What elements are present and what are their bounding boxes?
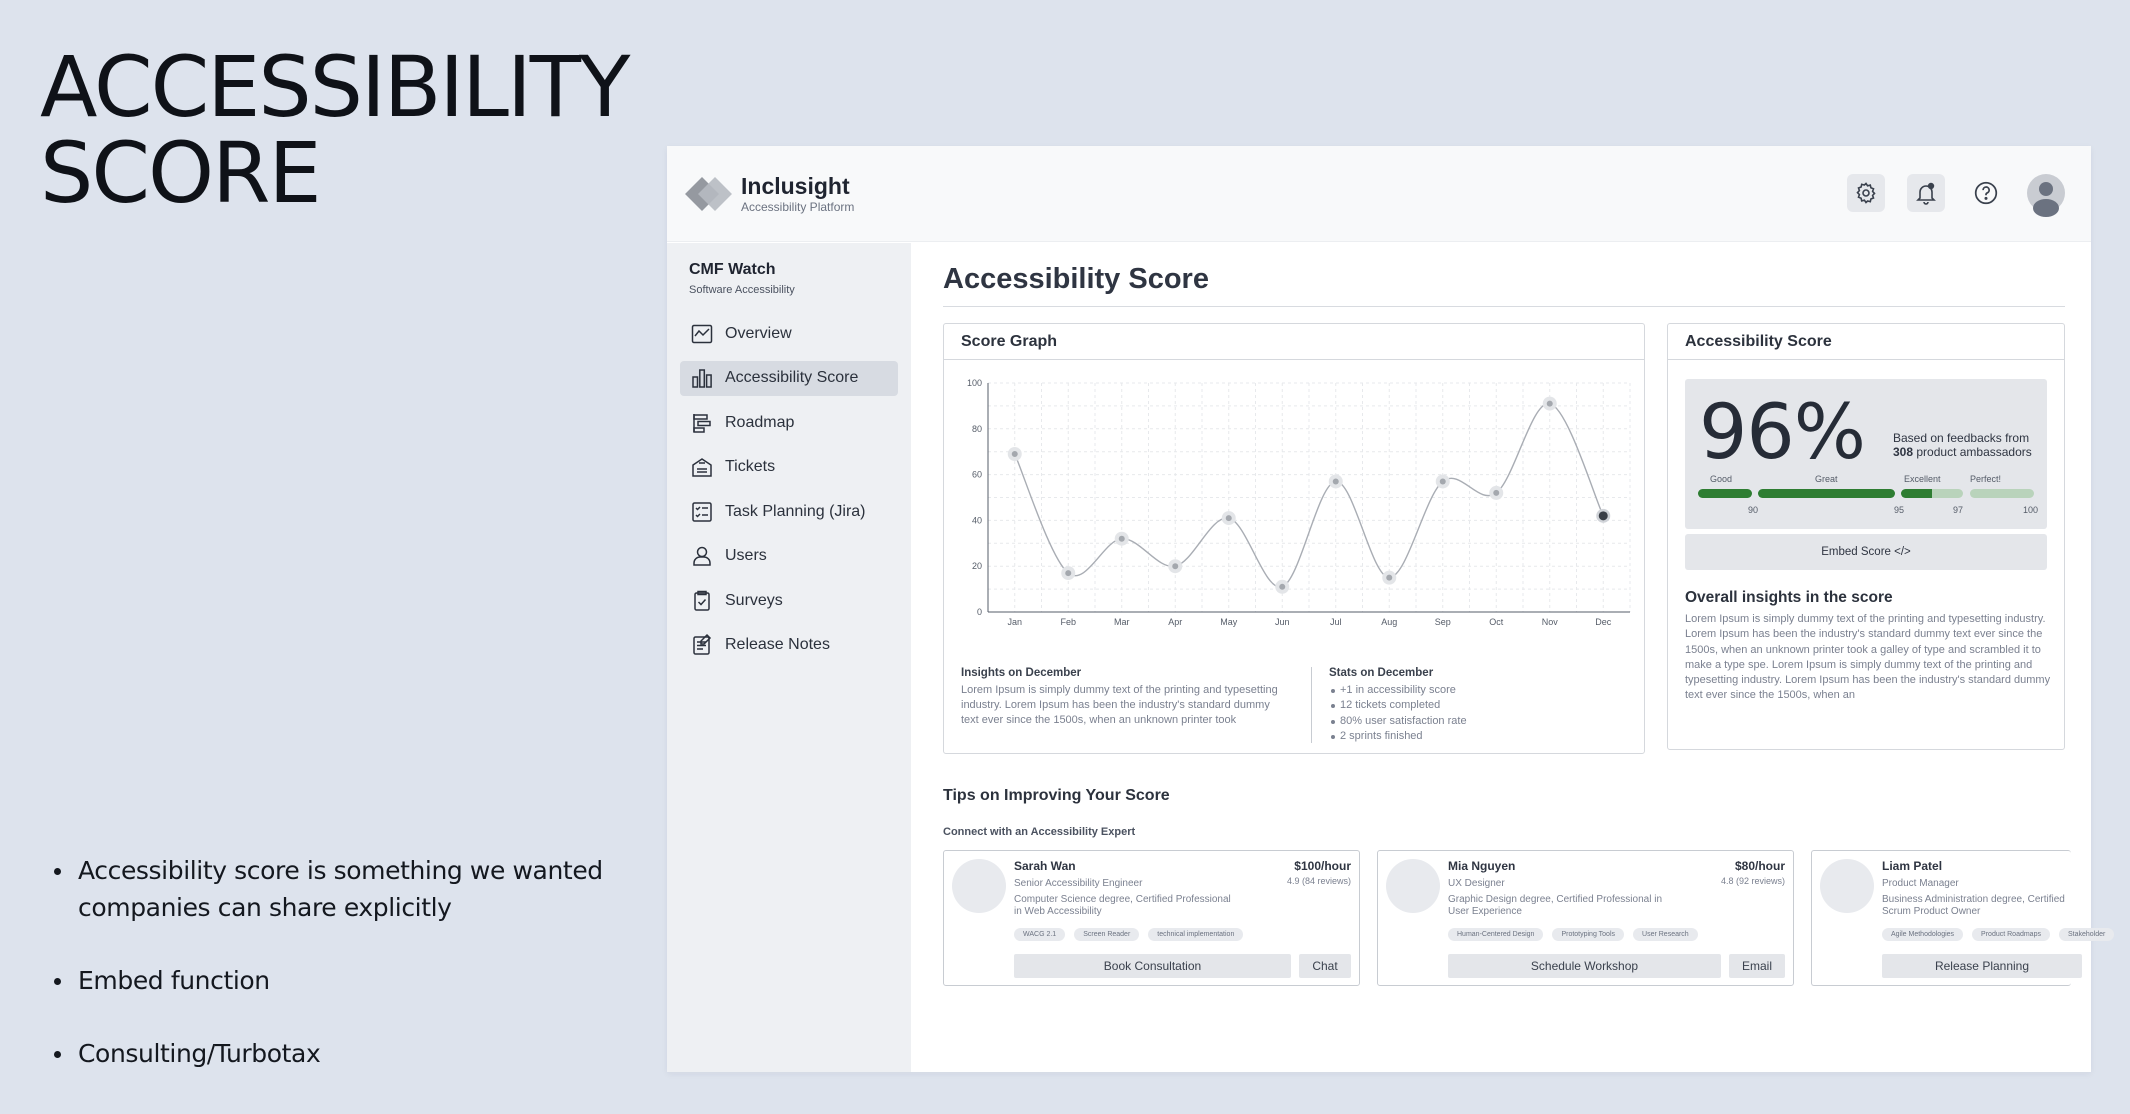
- avatar: [1820, 859, 1874, 913]
- expert-role: Product Manager: [1882, 878, 1959, 889]
- data-point: [1012, 451, 1018, 457]
- data-point: [1172, 563, 1178, 569]
- expert-tags: [1448, 928, 1707, 941]
- data-point: [1119, 536, 1125, 542]
- book-consultation-button[interactable]: Book Consultation: [1014, 954, 1291, 978]
- expert-description: Graphic Design degree, Certified Professional in User Experience: [1448, 894, 1662, 917]
- help-icon: [1973, 180, 1999, 206]
- sidebar-nav: [667, 316, 911, 663]
- expert-tags: [1014, 928, 1252, 941]
- sidebar-item-task-planning[interactable]: [680, 494, 898, 529]
- page-title: Accessibility Score: [943, 263, 2065, 307]
- stats-list: [1329, 683, 1631, 744]
- slide-title-line-2: SCORE: [40, 124, 320, 222]
- sidebar-item-label: Task Planning (Jira): [725, 502, 866, 520]
- expert-name: Mia Nguyen: [1448, 859, 1516, 873]
- expert-tag: Prototyping Tools: [1552, 928, 1624, 941]
- brand-subtitle: Accessibility Platform: [741, 200, 855, 214]
- score-graph-title: Score Graph: [944, 324, 1644, 360]
- sidebar-item-label: Users: [725, 547, 767, 564]
- y-tick-label: 40: [971, 515, 982, 526]
- expert-description: Business Administration degree, Certified Scrum Product Owner: [1882, 894, 2065, 917]
- expert-rating: 4.8 (92 reviews): [1720, 876, 1785, 886]
- x-tick-label: Feb: [1060, 617, 1077, 627]
- sidebar-item-label: Tickets: [725, 458, 776, 475]
- brand-name: Inclusight: [741, 173, 850, 199]
- survey-icon: [690, 589, 714, 613]
- score-card-title: Accessibility Score: [1668, 324, 2064, 360]
- expert-tag: Stakeholder: [2059, 928, 2114, 941]
- score-tick: 90: [1748, 505, 1759, 515]
- chart-line-icon: [690, 322, 714, 346]
- stat-item: 12 tickets completed: [1329, 698, 1631, 713]
- sidebar-item-roadmap[interactable]: [680, 405, 898, 440]
- sidebar-item-release-notes[interactable]: [680, 628, 898, 663]
- expert-role: UX Designer: [1448, 878, 1505, 889]
- score-line-chart: [944, 360, 1646, 660]
- data-point: [1547, 401, 1553, 407]
- release-notes-icon: [690, 633, 714, 657]
- expert-name: Sarah Wan: [1014, 859, 1076, 873]
- expert-card: [943, 850, 1360, 986]
- x-tick-label: Mar: [1114, 617, 1130, 627]
- score-bar-perfect: [1970, 489, 2034, 498]
- sidebar-item-accessibility-score[interactable]: [680, 361, 898, 396]
- expert-tag: Agile Methodologies: [1882, 928, 1963, 941]
- sidebar-item-label: Roadmap: [725, 413, 795, 431]
- expert-tag: technical implementation: [1148, 928, 1243, 941]
- tier-label-excellent: Excellent: [1904, 474, 1941, 484]
- logo-mark-icon: [689, 174, 731, 214]
- data-point: [1493, 490, 1499, 496]
- project-subtitle: Software Accessibility: [689, 284, 795, 296]
- sidebar-item-label: Accessibility Score: [725, 369, 859, 386]
- x-tick-label: Oct: [1489, 617, 1504, 627]
- score-bar-excellent: [1901, 489, 1963, 498]
- expert-tag: Human-Centered Design: [1448, 928, 1543, 941]
- header-actions: [1825, 174, 2065, 212]
- bullet-item: Consulting/Turbotax: [50, 1035, 640, 1072]
- expert-description: Computer Science degree, Certified Professional in Web Accessibility: [1014, 894, 1231, 917]
- score-tick: 95: [1894, 505, 1905, 515]
- y-tick-label: 100: [966, 378, 982, 388]
- schedule-workshop-button[interactable]: Schedule Workshop: [1448, 954, 1721, 978]
- accessibility-score-card: [1667, 323, 2065, 750]
- score-bar-great: [1758, 489, 1895, 498]
- data-point: [1440, 478, 1446, 484]
- chat-button[interactable]: Chat: [1299, 954, 1351, 978]
- bullet-item: Accessibility score is something we wanted companies can share explicitly: [50, 852, 640, 926]
- score-panel: [1685, 379, 2047, 529]
- stat-item: 2 sprints finished: [1329, 729, 1631, 744]
- y-tick-label: 20: [971, 561, 982, 572]
- score-note-prefix: Based on feedbacks from: [1893, 431, 2030, 445]
- embed-score-button[interactable]: Embed Score </>: [1685, 534, 2047, 570]
- data-point: [1279, 584, 1285, 590]
- bell-icon: [1914, 181, 1938, 205]
- expert-price: $100/hour: [1294, 859, 1351, 873]
- avatar: [1386, 859, 1440, 913]
- x-tick-label: Jun: [1274, 617, 1290, 627]
- stats-block: [1311, 667, 1631, 743]
- expert-role: Senior Accessibility Engineer: [1014, 878, 1143, 889]
- stat-item: 80% user satisfaction rate: [1329, 714, 1631, 729]
- sidebar: [667, 243, 911, 1072]
- tips-subtitle: Connect with an Accessibility Expert: [943, 826, 1136, 838]
- x-tick-label: Sep: [1434, 617, 1451, 627]
- bar-chart-icon: [690, 366, 714, 390]
- stats-title: Stats on December: [1329, 667, 1434, 679]
- gear-icon: [1854, 181, 1878, 205]
- expert-tag: Product Roadmaps: [1972, 928, 2050, 941]
- user-avatar-icon: [2027, 174, 2065, 212]
- x-tick-label: Apr: [1168, 617, 1183, 627]
- sidebar-item-label: Surveys: [725, 591, 783, 609]
- x-tick-label: Jul: [1329, 617, 1342, 627]
- y-tick-label: 0: [976, 607, 982, 617]
- checklist-icon: [690, 500, 714, 524]
- insights-text: Lorem Ipsum is simply dummy text of the printing and typesetting industry. Lorem Ipsum has been the industry's standard dummy text ever since the 1500s, when an unknown printer took: [961, 684, 1278, 726]
- slide-bullets: [50, 852, 640, 1108]
- logo[interactable]: [689, 174, 854, 214]
- score-value: 96%: [1699, 387, 1865, 476]
- ticket-icon: [690, 455, 714, 479]
- expert-price: $80/hour: [1734, 859, 1785, 873]
- sidebar-item-overview[interactable]: [680, 316, 898, 351]
- avatar: [952, 859, 1006, 913]
- stat-item: +1 in accessibility score: [1329, 683, 1631, 698]
- expert-tag: Screen Reader: [1074, 928, 1139, 941]
- data-point: [1386, 575, 1392, 581]
- expert-card: [1377, 850, 1794, 986]
- data-point: [1065, 570, 1071, 576]
- sidebar-item-surveys[interactable]: [680, 583, 898, 618]
- user-icon: [690, 544, 714, 568]
- expert-card: [1811, 850, 2106, 986]
- overall-insights-title: Overall insights in the score: [1685, 589, 1893, 606]
- app-window: [667, 146, 2106, 1072]
- y-tick-label: 80: [971, 423, 982, 434]
- score-graph-card: [943, 323, 1645, 754]
- tier-label-great: Great: [1815, 474, 1838, 484]
- data-point: [1599, 511, 1608, 520]
- score-note-count: 308: [1893, 445, 1914, 459]
- settings-button[interactable]: [1847, 174, 1885, 212]
- insights-title: Insights on December: [961, 667, 1082, 679]
- score-bar-good: [1698, 489, 1752, 498]
- slide-title: [40, 38, 629, 222]
- y-tick-label: 60: [971, 469, 982, 480]
- main-content: [943, 243, 2106, 973]
- sidebar-item-label: Overview: [725, 324, 792, 342]
- help-button[interactable]: [1967, 174, 2005, 212]
- insights-block: [961, 667, 1281, 728]
- x-tick-label: May: [1220, 617, 1238, 627]
- expert-rating: 4.9 (84 reviews): [1286, 876, 1351, 886]
- release-planning-button[interactable]: Release Planning: [1882, 954, 2082, 978]
- sidebar-item-users[interactable]: [680, 539, 898, 574]
- sidebar-item-label: Release Notes: [725, 636, 830, 653]
- score-note-suffix: product ambassadors: [1916, 445, 2032, 459]
- roadmap-icon: [690, 411, 714, 435]
- tips-title: Tips on Improving Your Score: [943, 787, 1170, 804]
- x-tick-label: Dec: [1595, 617, 1612, 627]
- x-tick-label: Nov: [1541, 617, 1558, 627]
- sidebar-item-tickets[interactable]: [680, 450, 898, 485]
- user-avatar[interactable]: [2027, 174, 2065, 212]
- score-tick: 97: [1953, 505, 1964, 515]
- overall-insights-text: Lorem Ipsum is simply dummy text of the printing and typesetting industry. Lorem Ipsum has been the industry's standard dummy text ever since the 1500s, when an unknown printer took a galley of type and scrambled it to make a type spe. Lorem Ipsum is simply dummy text of the printing and typesetting industry. Lorem Ipsum has been the industry's standard dummy text ever since the 1500s, when an: [1685, 613, 2051, 702]
- email-button[interactable]: Email: [1729, 954, 1785, 978]
- notifications-button[interactable]: [1907, 174, 1945, 212]
- tier-label-good: Good: [1710, 474, 1733, 484]
- tier-label-perfect: Perfect!: [1970, 474, 2002, 484]
- slide-title-line-1: ACCESSIBILITY: [40, 38, 629, 136]
- expert-tags: [1882, 928, 2123, 941]
- score-note: [1893, 431, 2032, 459]
- data-point: [1333, 478, 1339, 484]
- project-name: CMF Watch: [689, 261, 776, 278]
- x-tick-label: Aug: [1381, 617, 1398, 627]
- app-header: [667, 146, 2091, 242]
- expert-name: Liam Patel: [1882, 859, 1943, 873]
- expert-tag: User Research: [1633, 928, 1698, 941]
- expert-tag: WACG 2.1: [1014, 928, 1065, 941]
- x-tick-label: Jan: [1007, 617, 1023, 627]
- bullet-item: Embed function: [50, 962, 640, 999]
- data-point: [1226, 515, 1232, 521]
- score-tick: 100: [2023, 505, 2039, 515]
